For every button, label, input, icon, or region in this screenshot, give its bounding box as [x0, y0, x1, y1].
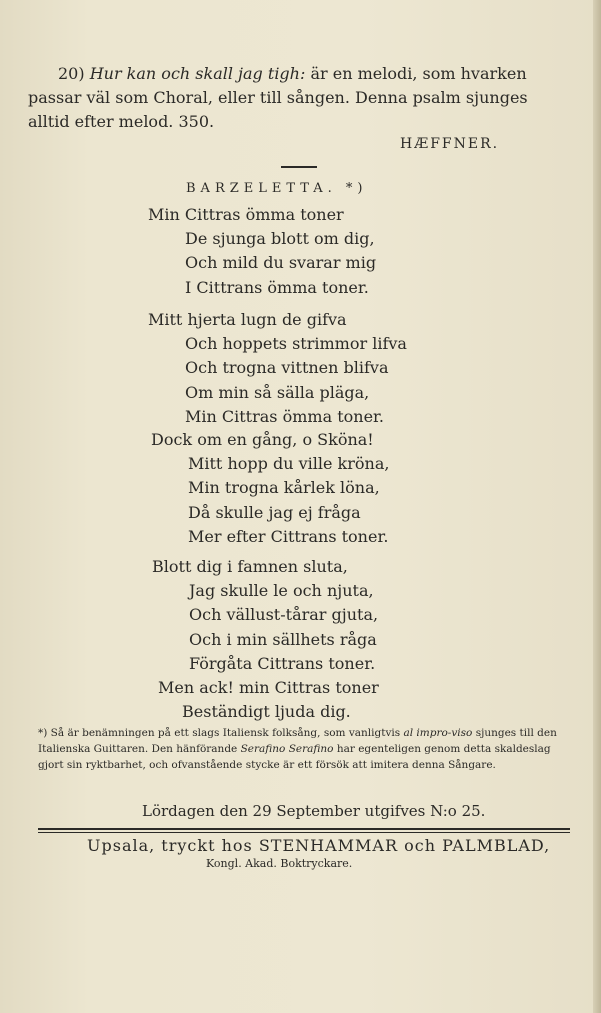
verse-line: Och trogna vittnen blifva	[185, 358, 389, 378]
verse-line: I Cittrans ömma toner.	[185, 277, 369, 297]
verse-line: Och vällust-tårar gjuta,	[189, 605, 379, 625]
stanza-3	[151, 428, 389, 549]
intro-line-2: passar väl som Choral, eller till sången. Denna psalm sjunges	[28, 88, 528, 107]
verse-line: Dock om en gång, o Sköna!	[151, 430, 374, 449]
verse-line: Min Cittras ömma toner	[148, 205, 344, 224]
poem-title: BARZELETTA. *)	[186, 181, 368, 196]
verse-line: Mitt hjerta lugn de gifva	[148, 310, 347, 329]
section-divider	[281, 166, 317, 168]
verse-line: Min Cittras ömma toner.	[185, 406, 385, 426]
verse-line: Mer efter Cittrans toner.	[188, 526, 389, 546]
verse-line: Jag skulle le och njuta,	[189, 581, 374, 601]
verse-line: Och hoppets strimmor lifva	[185, 334, 407, 354]
verse-line: Mitt hopp du ville kröna,	[188, 454, 390, 474]
verse-line: Om min så sälla pläga,	[185, 382, 370, 402]
imprint-rule	[38, 828, 570, 830]
imprint-rule-thin	[38, 832, 570, 833]
footnote: *) Så är benämningen på ett slags Italiensk folksång, som vanligtvis al impro-viso sjunges till den Italienska Guittaren. Den hänförande Serafino Serafino har egenteligen genom detta skaldeslag gjort sin ryktbarhet, och ofvanstående stycke är ett försök att imitera denna Sångare.	[38, 727, 557, 771]
verse-line: Då skulle jag ej fråga	[188, 502, 361, 522]
author-signature: HÆFFNER.	[400, 136, 500, 152]
stanza-1	[148, 203, 376, 300]
verse-line: Förgåta Cittrans toner.	[189, 653, 376, 673]
printer-imprint: Upsala, tryckt hos STENHAMMAR och PALMBLAD,	[87, 836, 551, 855]
stanza-4	[152, 555, 379, 724]
verse-line: Och mild du svarar mig	[185, 253, 377, 273]
publication-notice: Lördagen den 29 September utgifves N:o 25.	[142, 802, 486, 820]
stanza-2	[148, 308, 407, 429]
verse-line: De sjunga blott om dig,	[185, 229, 375, 249]
verse-line: Blott dig i famnen sluta,	[152, 557, 348, 576]
page-edge-shadow	[593, 0, 601, 1013]
intro-line-3: alltid efter melod. 350.	[28, 112, 215, 131]
printer-title: Kongl. Akad. Boktryckare.	[206, 857, 353, 870]
intro-line-1: 20) Hur kan och skall jag tigh: är en melodi, som hvarken	[58, 64, 527, 83]
verse-line: Beständigt ljuda dig.	[182, 702, 351, 722]
verse-line: Min trogna kårlek löna,	[188, 478, 380, 498]
verse-line: Och i min sällhets råga	[189, 629, 377, 649]
intro-paragraph	[28, 62, 568, 134]
verse-line: Men ack! min Cittras toner	[158, 678, 379, 698]
